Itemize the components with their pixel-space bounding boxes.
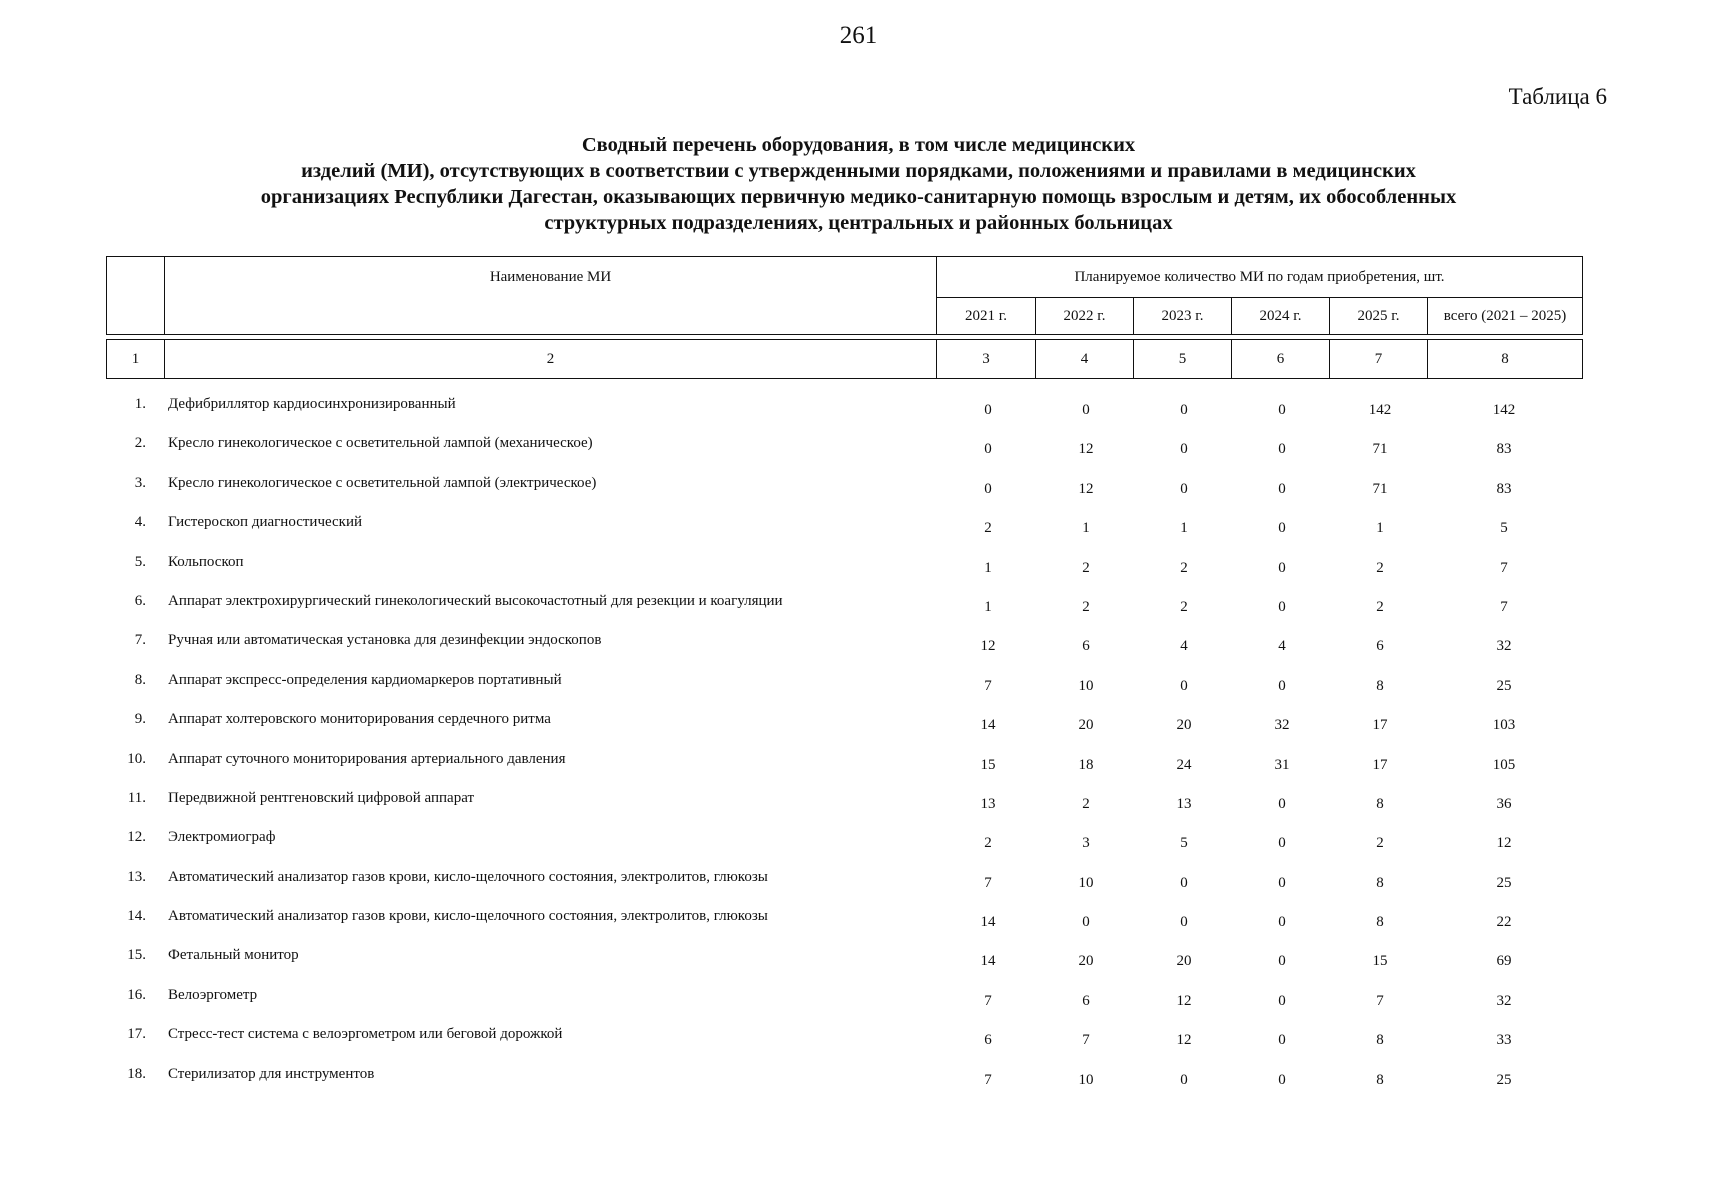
row-total-value: 105 [1492, 756, 1516, 773]
row-index: 4. [134, 514, 146, 531]
table-row [106, 508, 1582, 547]
table-row [106, 823, 1582, 862]
row-index: 1. [134, 396, 146, 412]
row-year-value: 15 [980, 756, 996, 773]
row-index: 13. [127, 868, 146, 885]
row-index: 7. [134, 632, 146, 649]
row-year-value: 0 [1278, 795, 1286, 812]
row-year-value: 15 [1372, 953, 1388, 970]
row-year-value: 0 [1278, 402, 1286, 418]
title-line: структурных подразделениях, центральных и районных больницах [544, 212, 1173, 234]
row-year-value: 7 [984, 874, 992, 891]
row-total-value: 7 [1500, 598, 1508, 615]
row-year-value: 14 [980, 914, 996, 931]
row-year-value: 71 [1372, 441, 1388, 458]
row-year-value: 2 [1082, 598, 1090, 615]
row-year-value: 0 [1278, 559, 1286, 576]
row-index: 8. [134, 671, 146, 688]
row-name: Кресло гинекологическое с осветительной лампой (механическое) [168, 435, 593, 452]
row-total-value: 5 [1500, 520, 1508, 537]
row-year-value: 2 [1376, 835, 1384, 852]
row-name: Аппарат суточного мониторирования артериального давления [168, 750, 566, 767]
table-row [106, 429, 1582, 468]
table-row [106, 390, 1582, 429]
table-row [106, 784, 1582, 823]
row-year-value: 6 [984, 1032, 992, 1049]
title-line: изделий (МИ), отсутствующих в соответствии с утвержденными порядками, положениями и правилами в медицинских [301, 160, 1416, 182]
table-row [106, 745, 1582, 784]
row-year-value: 0 [1180, 914, 1188, 931]
row-name: Фетальный монитор [168, 947, 299, 964]
col-number: 6 [1232, 340, 1330, 379]
row-year-value: 3 [1082, 835, 1090, 852]
header-year: 2023 г. [1134, 298, 1232, 335]
header-year-total: всего (2021 – 2025) [1428, 298, 1583, 335]
row-total-value: 25 [1496, 874, 1512, 891]
row-year-value: 2 [1082, 795, 1090, 812]
row-name: Передвижной рентгеновский цифровой аппарат [168, 789, 475, 806]
row-year-value: 6 [1082, 992, 1090, 1009]
table-row [106, 902, 1582, 941]
row-index: 14. [127, 908, 146, 925]
header-plan-group: Планируемое количество МИ по годам приобретения, шт. [937, 257, 1583, 298]
row-year-value: 0 [1180, 441, 1188, 458]
row-index: 15. [127, 947, 146, 964]
row-year-value: 12 [1078, 441, 1094, 458]
row-year-value: 6 [1082, 638, 1090, 655]
row-year-value: 1 [984, 559, 992, 576]
row-year-value: 20 [1176, 717, 1192, 734]
row-year-value: 18 [1078, 756, 1094, 773]
row-year-value: 7 [1376, 992, 1384, 1009]
row-year-value: 7 [1082, 1032, 1090, 1049]
row-year-value: 0 [984, 441, 992, 458]
row-year-value: 0 [1278, 874, 1286, 891]
row-year-value: 8 [1376, 677, 1384, 694]
row-year-value: 0 [1278, 480, 1286, 497]
table-row [106, 863, 1582, 902]
row-year-value: 20 [1176, 953, 1192, 970]
row-name: Стерилизатор для инструментов [168, 1065, 375, 1082]
row-total-value: 32 [1496, 638, 1512, 655]
row-name: Велоэргометр [168, 986, 258, 1003]
row-total-value: 22 [1496, 914, 1512, 931]
row-year-value: 8 [1376, 795, 1384, 812]
table-label: Таблица 6 [1508, 84, 1607, 109]
table-body [106, 390, 1582, 1099]
row-year-value: 2 [984, 835, 992, 852]
row-total-value: 25 [1496, 677, 1512, 694]
row-name: Автоматический анализатор газов крови, кисло-щелочного состояния, электролитов, глюкозы [168, 908, 768, 925]
row-year-value: 7 [984, 677, 992, 694]
row-year-value: 32 [1274, 717, 1290, 734]
row-index: 11. [127, 789, 146, 806]
table-row [106, 705, 1582, 744]
col-number: 3 [937, 340, 1036, 379]
row-name: Дефибриллятор кардиосинхронизированный [168, 396, 456, 412]
row-index: 18. [127, 1065, 146, 1082]
table-row [106, 469, 1582, 508]
row-total-value: 83 [1496, 480, 1512, 497]
row-year-value: 17 [1372, 717, 1388, 734]
row-year-value: 0 [1278, 598, 1286, 615]
row-year-value: 20 [1078, 953, 1094, 970]
row-index: 10. [127, 750, 146, 767]
row-year-value: 31 [1274, 756, 1290, 773]
row-year-value: 0 [1082, 914, 1090, 931]
row-index: 9. [134, 711, 146, 728]
row-year-value: 0 [1180, 677, 1188, 694]
row-year-value: 0 [1278, 914, 1286, 931]
title-line: организациях Республики Дагестан, оказывающих первичную медико-санитарную помощь взрослым и детям, их обособленных [260, 186, 1457, 208]
table-row [106, 981, 1582, 1020]
row-year-value: 20 [1078, 717, 1094, 734]
row-year-value: 4 [1278, 638, 1286, 655]
row-index: 6. [134, 592, 146, 609]
col-number: 4 [1036, 340, 1134, 379]
row-index: 5. [134, 553, 146, 570]
col-number: 1 [107, 340, 165, 379]
row-name: Аппарат холтеровского мониторирования сердечного ритма [168, 711, 551, 728]
row-year-value: 12 [1176, 992, 1192, 1009]
row-index: 2. [134, 435, 146, 452]
row-year-value: 71 [1372, 480, 1388, 497]
col-number: 5 [1134, 340, 1232, 379]
row-year-value: 0 [1278, 953, 1286, 970]
table-row [106, 626, 1582, 665]
row-index: 17. [127, 1026, 146, 1043]
row-name: Кресло гинекологическое с осветительной лампой (электрическое) [168, 474, 597, 491]
row-year-value: 13 [980, 795, 996, 812]
row-total-value: 142 [1492, 402, 1516, 418]
row-total-value: 7 [1500, 559, 1508, 576]
row-year-value: 8 [1376, 874, 1384, 891]
row-name: Аппарат экспресс-определения кардиомаркеров портативный [168, 671, 562, 688]
row-year-value: 17 [1372, 756, 1388, 773]
row-year-value: 12 [1176, 1032, 1192, 1049]
row-year-value: 10 [1078, 1071, 1094, 1088]
row-year-value: 1 [984, 598, 992, 615]
row-year-value: 14 [980, 953, 996, 970]
row-name: Автоматический анализатор газов крови, кисло-щелочного состояния, электролитов, глюкозы [168, 868, 768, 885]
row-year-value: 2 [1376, 559, 1384, 576]
table-row [106, 1020, 1582, 1059]
table-row [106, 666, 1582, 705]
row-name: Аппарат электрохирургический гинекологический высокочастотный для резекции и коагуляции [168, 592, 783, 609]
col-number: 8 [1428, 340, 1583, 379]
row-year-value: 1 [1376, 520, 1384, 537]
row-year-value: 5 [1180, 835, 1188, 852]
row-total-value: 33 [1496, 1032, 1512, 1049]
row-year-value: 0 [1180, 1071, 1188, 1088]
row-year-value: 0 [984, 480, 992, 497]
row-year-value: 142 [1368, 402, 1392, 418]
table-header [106, 256, 1583, 379]
row-name: Электромиограф [168, 829, 276, 846]
row-year-value: 8 [1376, 1032, 1384, 1049]
row-total-value: 25 [1496, 1071, 1512, 1088]
row-year-value: 0 [1082, 402, 1090, 418]
row-year-value: 7 [984, 1071, 992, 1088]
row-year-value: 2 [984, 520, 992, 537]
row-total-value: 32 [1496, 992, 1512, 1009]
row-year-value: 10 [1078, 874, 1094, 891]
row-year-value: 0 [984, 402, 992, 418]
row-year-value: 1 [1082, 520, 1090, 537]
row-name: Кольпоскоп [168, 553, 244, 570]
header-name: Наименование МИ [165, 257, 937, 335]
header-year: 2022 г. [1036, 298, 1134, 335]
table-row [106, 548, 1582, 587]
row-year-value: 0 [1278, 677, 1286, 694]
row-index: 12. [127, 829, 146, 846]
row-year-value: 12 [1078, 480, 1094, 497]
table-row [106, 1060, 1582, 1099]
row-year-value: 0 [1278, 520, 1286, 537]
row-year-value: 2 [1376, 598, 1384, 615]
col-number: 2 [165, 340, 937, 379]
row-year-value: 0 [1180, 402, 1188, 418]
row-name: Ручная или автоматическая установка для дезинфекции эндоскопов [168, 632, 602, 649]
row-year-value: 0 [1278, 1071, 1286, 1088]
row-index: 16. [127, 986, 146, 1003]
document-title [140, 132, 1577, 236]
row-year-value: 12 [980, 638, 996, 655]
table-row [106, 941, 1582, 980]
row-name: Стресс-тест система с велоэргометром или беговой дорожкой [168, 1026, 563, 1043]
row-year-value: 24 [1176, 756, 1192, 773]
row-year-value: 8 [1376, 914, 1384, 931]
header-year: 2025 г. [1330, 298, 1428, 335]
row-name: Гистероскоп диагностический [168, 514, 363, 531]
row-year-value: 7 [984, 992, 992, 1009]
row-year-value: 4 [1180, 638, 1188, 655]
row-year-value: 2 [1082, 559, 1090, 576]
row-year-value: 0 [1278, 1032, 1286, 1049]
row-total-value: 103 [1492, 717, 1516, 734]
row-total-value: 12 [1496, 835, 1512, 852]
row-year-value: 13 [1176, 795, 1192, 812]
title-line: Сводный перечень оборудования, в том числе медицинских [581, 134, 1136, 156]
row-year-value: 1 [1180, 520, 1188, 537]
header-year: 2024 г. [1232, 298, 1330, 335]
row-year-value: 0 [1278, 992, 1286, 1009]
row-year-value: 0 [1180, 874, 1188, 891]
header-index-cell [107, 257, 165, 335]
col-number: 7 [1330, 340, 1428, 379]
header-year: 2021 г. [937, 298, 1036, 335]
row-year-value: 8 [1376, 1071, 1384, 1088]
row-year-value: 2 [1180, 598, 1188, 615]
row-index: 3. [134, 474, 146, 491]
row-year-value: 6 [1376, 638, 1384, 655]
row-total-value: 69 [1496, 953, 1512, 970]
row-year-value: 2 [1180, 559, 1188, 576]
row-year-value: 0 [1278, 835, 1286, 852]
row-year-value: 0 [1278, 441, 1286, 458]
row-year-value: 0 [1180, 480, 1188, 497]
row-year-value: 10 [1078, 677, 1094, 694]
page-number: 261 [839, 22, 878, 49]
row-total-value: 83 [1496, 441, 1512, 458]
table-row [106, 587, 1582, 626]
row-total-value: 36 [1496, 795, 1512, 812]
row-year-value: 14 [980, 717, 996, 734]
